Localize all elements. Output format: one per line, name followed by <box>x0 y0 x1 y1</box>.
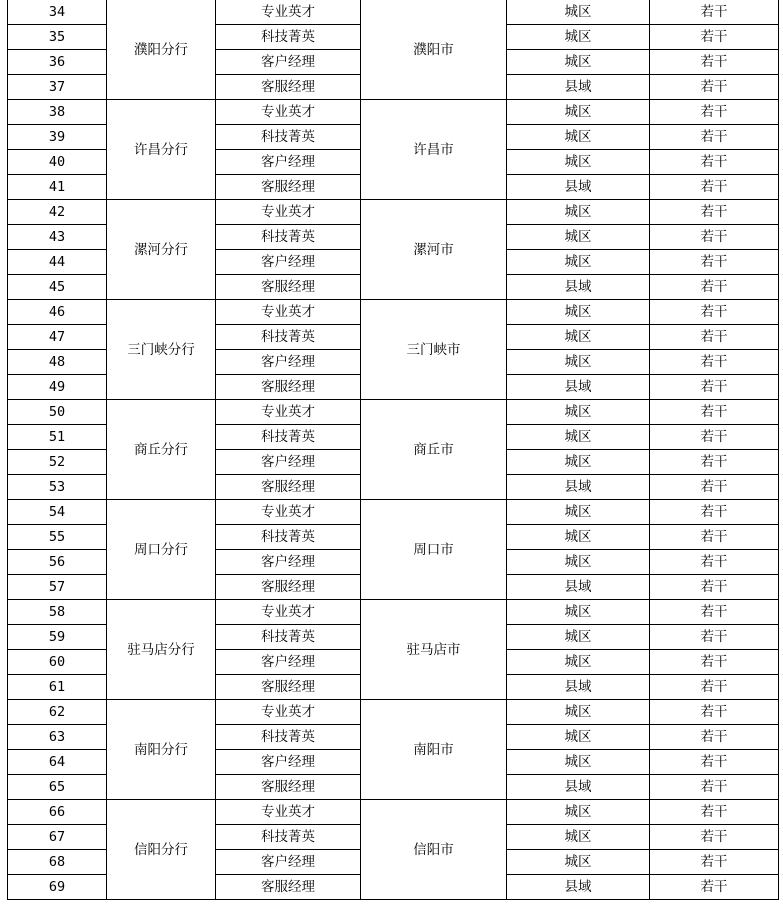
count-cell: 若干 <box>650 225 779 250</box>
position-cell: 科技菁英 <box>216 725 361 750</box>
position-cell: 客服经理 <box>216 775 361 800</box>
area-cell: 城区 <box>507 825 650 850</box>
position-cell: 专业英才 <box>216 600 361 625</box>
count-cell: 若干 <box>650 400 779 425</box>
count-cell: 若干 <box>650 850 779 875</box>
position-cell: 客户经理 <box>216 150 361 175</box>
position-cell: 科技菁英 <box>216 25 361 50</box>
area-cell: 县域 <box>507 275 650 300</box>
count-cell: 若干 <box>650 575 779 600</box>
area-cell: 城区 <box>507 750 650 775</box>
position-cell: 专业英才 <box>216 800 361 825</box>
row-number-cell: 40 <box>8 150 107 175</box>
count-cell: 若干 <box>650 625 779 650</box>
row-number-cell: 39 <box>8 125 107 150</box>
count-cell: 若干 <box>650 350 779 375</box>
row-number-cell: 54 <box>8 500 107 525</box>
count-cell: 若干 <box>650 675 779 700</box>
position-cell: 客户经理 <box>216 750 361 775</box>
count-cell: 若干 <box>650 275 779 300</box>
row-number-cell: 52 <box>8 450 107 475</box>
area-cell: 城区 <box>507 150 650 175</box>
branch-cell: 驻马店分行 <box>107 600 216 700</box>
row-number-cell: 60 <box>8 650 107 675</box>
row-number-cell: 48 <box>8 350 107 375</box>
area-cell: 城区 <box>507 250 650 275</box>
count-cell: 若干 <box>650 50 779 75</box>
area-cell: 城区 <box>507 50 650 75</box>
count-cell: 若干 <box>650 150 779 175</box>
position-cell: 专业英才 <box>216 0 361 25</box>
area-cell: 城区 <box>507 300 650 325</box>
count-cell: 若干 <box>650 300 779 325</box>
branch-cell: 濮阳分行 <box>107 0 216 100</box>
count-cell: 若干 <box>650 725 779 750</box>
area-cell: 城区 <box>507 500 650 525</box>
table-row <box>8 800 779 825</box>
count-cell: 若干 <box>650 825 779 850</box>
area-cell: 城区 <box>507 425 650 450</box>
position-cell: 客服经理 <box>216 275 361 300</box>
branch-cell: 周口分行 <box>107 500 216 600</box>
area-cell: 城区 <box>507 400 650 425</box>
table-row <box>8 500 779 525</box>
row-number-cell: 55 <box>8 525 107 550</box>
area-cell: 城区 <box>507 100 650 125</box>
position-cell: 客服经理 <box>216 75 361 100</box>
position-cell: 科技菁英 <box>216 425 361 450</box>
row-number-cell: 45 <box>8 275 107 300</box>
row-number-cell: 56 <box>8 550 107 575</box>
branch-cell: 信阳分行 <box>107 800 216 900</box>
area-cell: 城区 <box>507 525 650 550</box>
branch-cell: 漯河分行 <box>107 200 216 300</box>
row-number-cell: 43 <box>8 225 107 250</box>
table-row <box>8 100 779 125</box>
city-cell: 信阳市 <box>361 800 507 900</box>
area-cell: 城区 <box>507 850 650 875</box>
position-cell: 客户经理 <box>216 450 361 475</box>
table-row <box>8 700 779 725</box>
table-row <box>8 600 779 625</box>
row-number-cell: 66 <box>8 800 107 825</box>
city-cell: 濮阳市 <box>361 0 507 100</box>
count-cell: 若干 <box>650 100 779 125</box>
area-cell: 县域 <box>507 775 650 800</box>
row-number-cell: 35 <box>8 25 107 50</box>
count-cell: 若干 <box>650 475 779 500</box>
position-cell: 客户经理 <box>216 650 361 675</box>
position-cell: 客户经理 <box>216 50 361 75</box>
city-cell: 南阳市 <box>361 700 507 800</box>
count-cell: 若干 <box>650 875 779 900</box>
area-cell: 县域 <box>507 175 650 200</box>
city-cell: 三门峡市 <box>361 300 507 400</box>
row-number-cell: 42 <box>8 200 107 225</box>
city-cell: 周口市 <box>361 500 507 600</box>
row-number-cell: 41 <box>8 175 107 200</box>
row-number-cell: 63 <box>8 725 107 750</box>
count-cell: 若干 <box>650 500 779 525</box>
count-cell: 若干 <box>650 750 779 775</box>
row-number-cell: 50 <box>8 400 107 425</box>
position-cell: 客服经理 <box>216 475 361 500</box>
area-cell: 城区 <box>507 650 650 675</box>
position-cell: 客户经理 <box>216 350 361 375</box>
area-cell: 城区 <box>507 125 650 150</box>
position-cell: 客户经理 <box>216 850 361 875</box>
count-cell: 若干 <box>650 25 779 50</box>
area-cell: 县域 <box>507 675 650 700</box>
row-number-cell: 46 <box>8 300 107 325</box>
row-number-cell: 62 <box>8 700 107 725</box>
count-cell: 若干 <box>650 375 779 400</box>
position-cell: 客服经理 <box>216 675 361 700</box>
row-number-cell: 34 <box>8 0 107 25</box>
table-body <box>8 0 779 900</box>
position-cell: 客服经理 <box>216 575 361 600</box>
count-cell: 若干 <box>650 125 779 150</box>
count-cell: 若干 <box>650 175 779 200</box>
area-cell: 县域 <box>507 75 650 100</box>
count-cell: 若干 <box>650 550 779 575</box>
recruitment-table <box>7 0 779 900</box>
position-cell: 客户经理 <box>216 250 361 275</box>
area-cell: 城区 <box>507 450 650 475</box>
count-cell: 若干 <box>650 0 779 25</box>
count-cell: 若干 <box>650 800 779 825</box>
position-cell: 客户经理 <box>216 550 361 575</box>
row-number-cell: 51 <box>8 425 107 450</box>
position-cell: 科技菁英 <box>216 625 361 650</box>
row-number-cell: 58 <box>8 600 107 625</box>
row-number-cell: 49 <box>8 375 107 400</box>
table-row <box>8 400 779 425</box>
count-cell: 若干 <box>650 325 779 350</box>
row-number-cell: 44 <box>8 250 107 275</box>
row-number-cell: 64 <box>8 750 107 775</box>
position-cell: 专业英才 <box>216 300 361 325</box>
position-cell: 专业英才 <box>216 400 361 425</box>
count-cell: 若干 <box>650 75 779 100</box>
table-row <box>8 300 779 325</box>
area-cell: 城区 <box>507 350 650 375</box>
position-cell: 科技菁英 <box>216 125 361 150</box>
city-cell: 漯河市 <box>361 200 507 300</box>
area-cell: 县域 <box>507 575 650 600</box>
position-cell: 科技菁英 <box>216 825 361 850</box>
count-cell: 若干 <box>650 250 779 275</box>
area-cell: 城区 <box>507 600 650 625</box>
area-cell: 县域 <box>507 875 650 900</box>
area-cell: 城区 <box>507 700 650 725</box>
position-cell: 专业英才 <box>216 200 361 225</box>
branch-cell: 商丘分行 <box>107 400 216 500</box>
count-cell: 若干 <box>650 600 779 625</box>
position-cell: 客服经理 <box>216 375 361 400</box>
count-cell: 若干 <box>650 200 779 225</box>
branch-cell: 许昌分行 <box>107 100 216 200</box>
city-cell: 驻马店市 <box>361 600 507 700</box>
area-cell: 城区 <box>507 0 650 25</box>
position-cell: 客服经理 <box>216 175 361 200</box>
position-cell: 专业英才 <box>216 500 361 525</box>
area-cell: 城区 <box>507 325 650 350</box>
position-cell: 专业英才 <box>216 700 361 725</box>
city-cell: 商丘市 <box>361 400 507 500</box>
count-cell: 若干 <box>650 450 779 475</box>
row-number-cell: 38 <box>8 100 107 125</box>
row-number-cell: 68 <box>8 850 107 875</box>
count-cell: 若干 <box>650 650 779 675</box>
row-number-cell: 37 <box>8 75 107 100</box>
count-cell: 若干 <box>650 775 779 800</box>
position-cell: 科技菁英 <box>216 225 361 250</box>
count-cell: 若干 <box>650 525 779 550</box>
area-cell: 县域 <box>507 475 650 500</box>
table-row <box>8 200 779 225</box>
area-cell: 城区 <box>507 800 650 825</box>
count-cell: 若干 <box>650 425 779 450</box>
area-cell: 城区 <box>507 725 650 750</box>
city-cell: 许昌市 <box>361 100 507 200</box>
branch-cell: 南阳分行 <box>107 700 216 800</box>
position-cell: 客服经理 <box>216 875 361 900</box>
area-cell: 县域 <box>507 375 650 400</box>
row-number-cell: 53 <box>8 475 107 500</box>
row-number-cell: 67 <box>8 825 107 850</box>
area-cell: 城区 <box>507 200 650 225</box>
area-cell: 城区 <box>507 225 650 250</box>
position-cell: 专业英才 <box>216 100 361 125</box>
row-number-cell: 47 <box>8 325 107 350</box>
row-number-cell: 36 <box>8 50 107 75</box>
row-number-cell: 65 <box>8 775 107 800</box>
area-cell: 城区 <box>507 625 650 650</box>
row-number-cell: 61 <box>8 675 107 700</box>
area-cell: 城区 <box>507 550 650 575</box>
position-cell: 科技菁英 <box>216 525 361 550</box>
table-row <box>8 0 779 25</box>
position-cell: 科技菁英 <box>216 325 361 350</box>
branch-cell: 三门峡分行 <box>107 300 216 400</box>
row-number-cell: 59 <box>8 625 107 650</box>
count-cell: 若干 <box>650 700 779 725</box>
row-number-cell: 57 <box>8 575 107 600</box>
area-cell: 城区 <box>507 25 650 50</box>
row-number-cell: 69 <box>8 875 107 900</box>
